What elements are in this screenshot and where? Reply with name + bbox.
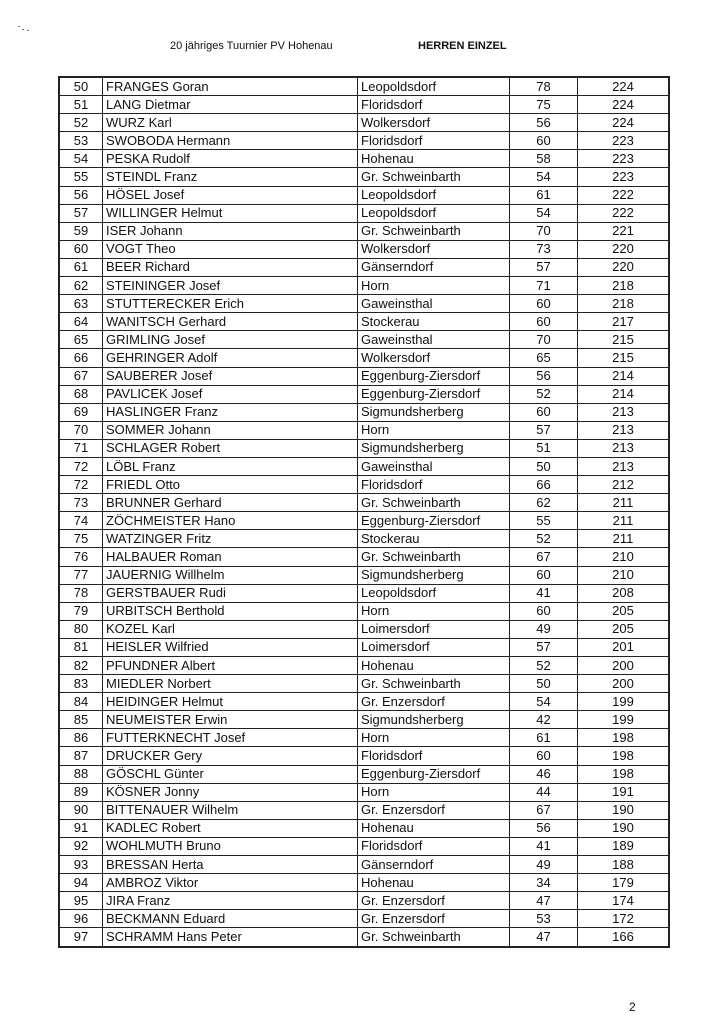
age-cell: 51 xyxy=(510,439,578,457)
rank-cell: 96 xyxy=(59,910,103,928)
rank-cell: 95 xyxy=(59,892,103,910)
score-cell: 224 xyxy=(578,114,670,132)
table-row xyxy=(59,512,669,530)
table-row xyxy=(59,494,669,512)
age-cell: 61 xyxy=(510,186,578,204)
score-cell: 223 xyxy=(578,168,670,186)
age-cell: 47 xyxy=(510,928,578,947)
rank-cell: 74 xyxy=(59,512,103,530)
club-cell: Gr. Schweinbarth xyxy=(358,548,510,566)
table-row xyxy=(59,457,669,475)
player-name-cell: WURZ Karl xyxy=(103,114,358,132)
club-cell: Eggenburg-Ziersdorf xyxy=(358,367,510,385)
table-row xyxy=(59,367,669,385)
score-cell: 213 xyxy=(578,457,670,475)
score-cell: 224 xyxy=(578,77,670,96)
rank-cell: 78 xyxy=(59,584,103,602)
player-name-cell: FUTTERKNECHT Josef xyxy=(103,729,358,747)
player-name-cell: ZÖCHMEISTER Hano xyxy=(103,512,358,530)
player-name-cell: LANG Dietmar xyxy=(103,96,358,114)
age-cell: 47 xyxy=(510,892,578,910)
club-cell: Sigmundsherberg xyxy=(358,403,510,421)
club-cell: Wolkersdorf xyxy=(358,240,510,258)
score-cell: 222 xyxy=(578,204,670,222)
score-cell: 223 xyxy=(578,132,670,150)
age-cell: 58 xyxy=(510,150,578,168)
table-row xyxy=(59,819,669,837)
table-row xyxy=(59,548,669,566)
club-cell: Sigmundsherberg xyxy=(358,439,510,457)
player-name-cell: GÖSCHL Günter xyxy=(103,765,358,783)
player-name-cell: HALBAUER Roman xyxy=(103,548,358,566)
table-row xyxy=(59,584,669,602)
rank-cell: 84 xyxy=(59,693,103,711)
rank-cell: 75 xyxy=(59,530,103,548)
score-cell: 217 xyxy=(578,313,670,331)
rank-cell: 82 xyxy=(59,657,103,675)
score-cell: 208 xyxy=(578,584,670,602)
player-name-cell: LÖBL Franz xyxy=(103,457,358,475)
club-cell: Horn xyxy=(358,602,510,620)
player-name-cell: WOHLMUTH Bruno xyxy=(103,837,358,855)
score-cell: 174 xyxy=(578,892,670,910)
score-cell: 215 xyxy=(578,331,670,349)
age-cell: 56 xyxy=(510,367,578,385)
player-name-cell: PAVLICEK Josef xyxy=(103,385,358,403)
player-name-cell: STEININGER Josef xyxy=(103,277,358,295)
rank-cell: 52 xyxy=(59,114,103,132)
table-row xyxy=(59,530,669,548)
score-cell: 211 xyxy=(578,512,670,530)
club-cell: Sigmundsherberg xyxy=(358,566,510,584)
player-name-cell: STUTTERECKER Erich xyxy=(103,295,358,313)
age-cell: 50 xyxy=(510,457,578,475)
score-cell: 199 xyxy=(578,693,670,711)
score-cell: 222 xyxy=(578,186,670,204)
table-row xyxy=(59,620,669,638)
score-cell: 198 xyxy=(578,747,670,765)
table-row xyxy=(59,783,669,801)
rank-cell: 68 xyxy=(59,385,103,403)
club-cell: Gr. Schweinbarth xyxy=(358,494,510,512)
score-cell: 210 xyxy=(578,566,670,584)
score-cell: 215 xyxy=(578,349,670,367)
player-name-cell: GRIMLING Josef xyxy=(103,331,358,349)
table-row xyxy=(59,240,669,258)
player-name-cell: BRESSAN Herta xyxy=(103,856,358,874)
rank-cell: 64 xyxy=(59,313,103,331)
score-cell: 205 xyxy=(578,620,670,638)
rank-cell: 88 xyxy=(59,765,103,783)
score-cell: 214 xyxy=(578,385,670,403)
rank-cell: 92 xyxy=(59,837,103,855)
player-name-cell: NEUMEISTER Erwin xyxy=(103,711,358,729)
rank-cell: 63 xyxy=(59,295,103,313)
age-cell: 61 xyxy=(510,729,578,747)
age-cell: 60 xyxy=(510,602,578,620)
player-name-cell: DRUCKER Gery xyxy=(103,747,358,765)
club-cell: Eggenburg-Ziersdorf xyxy=(358,765,510,783)
score-cell: 179 xyxy=(578,874,670,892)
player-name-cell: BECKMANN Eduard xyxy=(103,910,358,928)
rank-cell: 55 xyxy=(59,168,103,186)
player-name-cell: HEISLER Wilfried xyxy=(103,638,358,656)
player-name-cell: BITTENAUER Wilhelm xyxy=(103,801,358,819)
score-cell: 199 xyxy=(578,711,670,729)
club-cell: Horn xyxy=(358,729,510,747)
player-name-cell: HASLINGER Franz xyxy=(103,403,358,421)
player-name-cell: SWOBODA Hermann xyxy=(103,132,358,150)
club-cell: Gänserndorf xyxy=(358,258,510,276)
score-cell: 200 xyxy=(578,675,670,693)
player-name-cell: GERSTBAUER Rudi xyxy=(103,584,358,602)
age-cell: 57 xyxy=(510,638,578,656)
club-cell: Gänserndorf xyxy=(358,856,510,874)
age-cell: 41 xyxy=(510,584,578,602)
rank-cell: 90 xyxy=(59,801,103,819)
club-cell: Gr. Schweinbarth xyxy=(358,168,510,186)
table-row xyxy=(59,295,669,313)
club-cell: Gr. Schweinbarth xyxy=(358,675,510,693)
club-cell: Gaweinsthal xyxy=(358,331,510,349)
age-cell: 73 xyxy=(510,240,578,258)
rank-cell: 51 xyxy=(59,96,103,114)
club-cell: Gr. Enzersdorf xyxy=(358,693,510,711)
age-cell: 41 xyxy=(510,837,578,855)
club-cell: Leopoldsdorf xyxy=(358,186,510,204)
rank-cell: 93 xyxy=(59,856,103,874)
player-name-cell: PFUNDNER Albert xyxy=(103,657,358,675)
player-name-cell: STEINDL Franz xyxy=(103,168,358,186)
player-name-cell: JIRA Franz xyxy=(103,892,358,910)
table-row xyxy=(59,385,669,403)
age-cell: 54 xyxy=(510,204,578,222)
club-cell: Hohenau xyxy=(358,819,510,837)
table-row xyxy=(59,132,669,150)
age-cell: 62 xyxy=(510,494,578,512)
player-name-cell: FRIEDL Otto xyxy=(103,476,358,494)
rank-cell: 61 xyxy=(59,258,103,276)
age-cell: 56 xyxy=(510,819,578,837)
club-cell: Stockerau xyxy=(358,530,510,548)
page-header xyxy=(0,40,724,56)
club-cell: Gr. Schweinbarth xyxy=(358,928,510,947)
table-row xyxy=(59,837,669,855)
club-cell: Loimersdorf xyxy=(358,638,510,656)
club-cell: Horn xyxy=(358,783,510,801)
player-name-cell: SOMMER Johann xyxy=(103,421,358,439)
table-row xyxy=(59,657,669,675)
rank-cell: 65 xyxy=(59,331,103,349)
player-name-cell: FRANGES Goran xyxy=(103,77,358,96)
club-cell: Leopoldsdorf xyxy=(358,204,510,222)
player-name-cell: MIEDLER Norbert xyxy=(103,675,358,693)
score-cell: 213 xyxy=(578,439,670,457)
age-cell: 53 xyxy=(510,910,578,928)
age-cell: 60 xyxy=(510,132,578,150)
player-name-cell: HEIDINGER Helmut xyxy=(103,693,358,711)
score-cell: 201 xyxy=(578,638,670,656)
score-cell: 189 xyxy=(578,837,670,855)
club-cell: Floridsdorf xyxy=(358,96,510,114)
club-cell: Wolkersdorf xyxy=(358,349,510,367)
player-name-cell: PESKA Rudolf xyxy=(103,150,358,168)
scan-speck-mark xyxy=(18,24,32,32)
age-cell: 34 xyxy=(510,874,578,892)
table-row xyxy=(59,168,669,186)
club-cell: Gr. Enzersdorf xyxy=(358,801,510,819)
player-name-cell: SCHRAMM Hans Peter xyxy=(103,928,358,947)
table-row xyxy=(59,476,669,494)
score-cell: 190 xyxy=(578,801,670,819)
club-cell: Floridsdorf xyxy=(358,747,510,765)
rank-cell: 69 xyxy=(59,403,103,421)
club-cell: Gr. Schweinbarth xyxy=(358,222,510,240)
club-cell: Eggenburg-Ziersdorf xyxy=(358,512,510,530)
score-cell: 214 xyxy=(578,367,670,385)
table-row xyxy=(59,331,669,349)
club-cell: Floridsdorf xyxy=(358,476,510,494)
rank-cell: 59 xyxy=(59,222,103,240)
rank-cell: 77 xyxy=(59,566,103,584)
rank-cell: 97 xyxy=(59,928,103,947)
club-cell: Leopoldsdorf xyxy=(358,77,510,96)
table-row xyxy=(59,856,669,874)
table-row xyxy=(59,910,669,928)
table-row xyxy=(59,801,669,819)
table-row xyxy=(59,892,669,910)
table-row xyxy=(59,96,669,114)
age-cell: 60 xyxy=(510,747,578,765)
score-cell: 200 xyxy=(578,657,670,675)
rank-cell: 60 xyxy=(59,240,103,258)
player-name-cell: BRUNNER Gerhard xyxy=(103,494,358,512)
table-row xyxy=(59,675,669,693)
club-cell: Hohenau xyxy=(358,150,510,168)
category-title: HERREN EINZEL xyxy=(418,40,507,52)
score-cell: 223 xyxy=(578,150,670,168)
rank-cell: 85 xyxy=(59,711,103,729)
player-name-cell: HÖSEL Josef xyxy=(103,186,358,204)
table-row xyxy=(59,204,669,222)
club-cell: Horn xyxy=(358,421,510,439)
club-cell: Gaweinsthal xyxy=(358,295,510,313)
rank-cell: 70 xyxy=(59,421,103,439)
table-row xyxy=(59,874,669,892)
club-cell: Wolkersdorf xyxy=(358,114,510,132)
rank-cell: 91 xyxy=(59,819,103,837)
score-cell: 190 xyxy=(578,819,670,837)
club-cell: Eggenburg-Ziersdorf xyxy=(358,385,510,403)
score-cell: 224 xyxy=(578,96,670,114)
club-cell: Hohenau xyxy=(358,874,510,892)
age-cell: 50 xyxy=(510,675,578,693)
player-name-cell: WATZINGER Fritz xyxy=(103,530,358,548)
page-number: 2 xyxy=(629,1000,636,1014)
age-cell: 71 xyxy=(510,277,578,295)
age-cell: 60 xyxy=(510,403,578,421)
score-cell: 188 xyxy=(578,856,670,874)
score-cell: 213 xyxy=(578,421,670,439)
age-cell: 56 xyxy=(510,114,578,132)
score-cell: 166 xyxy=(578,928,670,947)
age-cell: 44 xyxy=(510,783,578,801)
table-row xyxy=(59,638,669,656)
table-row xyxy=(59,403,669,421)
age-cell: 78 xyxy=(510,77,578,96)
results-table xyxy=(58,76,670,948)
club-cell: Sigmundsherberg xyxy=(358,711,510,729)
age-cell: 54 xyxy=(510,168,578,186)
table-row xyxy=(59,349,669,367)
club-cell: Floridsdorf xyxy=(358,837,510,855)
table-row xyxy=(59,439,669,457)
player-name-cell: KADLEC Robert xyxy=(103,819,358,837)
table-row xyxy=(59,150,669,168)
age-cell: 70 xyxy=(510,222,578,240)
rank-cell: 80 xyxy=(59,620,103,638)
club-cell: Stockerau xyxy=(358,313,510,331)
player-name-cell: WANITSCH Gerhard xyxy=(103,313,358,331)
age-cell: 67 xyxy=(510,801,578,819)
player-name-cell: GEHRINGER Adolf xyxy=(103,349,358,367)
score-cell: 218 xyxy=(578,277,670,295)
tournament-title: 20 jähriges Tuurnier PV Hohenau xyxy=(170,40,333,52)
age-cell: 65 xyxy=(510,349,578,367)
club-cell: Gaweinsthal xyxy=(358,457,510,475)
score-cell: 172 xyxy=(578,910,670,928)
rank-cell: 57 xyxy=(59,204,103,222)
table-row xyxy=(59,258,669,276)
score-cell: 221 xyxy=(578,222,670,240)
rank-cell: 76 xyxy=(59,548,103,566)
age-cell: 70 xyxy=(510,331,578,349)
club-cell: Hohenau xyxy=(358,657,510,675)
age-cell: 60 xyxy=(510,313,578,331)
rank-cell: 72 xyxy=(59,457,103,475)
rank-cell: 71 xyxy=(59,439,103,457)
age-cell: 52 xyxy=(510,530,578,548)
table-row xyxy=(59,602,669,620)
rank-cell: 86 xyxy=(59,729,103,747)
table-row xyxy=(59,277,669,295)
rank-cell: 50 xyxy=(59,77,103,96)
player-name-cell: ISER Johann xyxy=(103,222,358,240)
table-row xyxy=(59,186,669,204)
table-row xyxy=(59,313,669,331)
club-cell: Gr. Enzersdorf xyxy=(358,892,510,910)
rank-cell: 56 xyxy=(59,186,103,204)
table-row xyxy=(59,693,669,711)
rank-cell: 87 xyxy=(59,747,103,765)
rank-cell: 54 xyxy=(59,150,103,168)
player-name-cell: KOZEL Karl xyxy=(103,620,358,638)
table-row xyxy=(59,421,669,439)
player-name-cell: URBITSCH Berthold xyxy=(103,602,358,620)
player-name-cell: SAUBERER Josef xyxy=(103,367,358,385)
age-cell: 49 xyxy=(510,856,578,874)
age-cell: 57 xyxy=(510,421,578,439)
age-cell: 42 xyxy=(510,711,578,729)
club-cell: Loimersdorf xyxy=(358,620,510,638)
rank-cell: 89 xyxy=(59,783,103,801)
score-cell: 198 xyxy=(578,765,670,783)
rank-cell: 94 xyxy=(59,874,103,892)
player-name-cell: BEER Richard xyxy=(103,258,358,276)
score-cell: 205 xyxy=(578,602,670,620)
table-row xyxy=(59,77,669,96)
rank-cell: 66 xyxy=(59,349,103,367)
club-cell: Leopoldsdorf xyxy=(358,584,510,602)
score-cell: 191 xyxy=(578,783,670,801)
score-cell: 211 xyxy=(578,530,670,548)
rank-cell: 67 xyxy=(59,367,103,385)
score-cell: 211 xyxy=(578,494,670,512)
table-row xyxy=(59,114,669,132)
club-cell: Gr. Enzersdorf xyxy=(358,910,510,928)
table-row xyxy=(59,566,669,584)
rank-cell: 72 xyxy=(59,476,103,494)
player-name-cell: WILLINGER Helmut xyxy=(103,204,358,222)
table-row xyxy=(59,928,669,947)
rank-cell: 53 xyxy=(59,132,103,150)
player-name-cell: AMBROZ Viktor xyxy=(103,874,358,892)
club-cell: Floridsdorf xyxy=(358,132,510,150)
score-cell: 210 xyxy=(578,548,670,566)
score-cell: 213 xyxy=(578,403,670,421)
rank-cell: 83 xyxy=(59,675,103,693)
age-cell: 52 xyxy=(510,657,578,675)
age-cell: 55 xyxy=(510,512,578,530)
age-cell: 60 xyxy=(510,566,578,584)
age-cell: 60 xyxy=(510,295,578,313)
age-cell: 75 xyxy=(510,96,578,114)
rank-cell: 62 xyxy=(59,277,103,295)
player-name-cell: JAUERNIG Willhelm xyxy=(103,566,358,584)
table-row xyxy=(59,711,669,729)
rank-cell: 81 xyxy=(59,638,103,656)
score-cell: 220 xyxy=(578,240,670,258)
results-table-body xyxy=(59,77,669,947)
age-cell: 46 xyxy=(510,765,578,783)
player-name-cell: VOGT Theo xyxy=(103,240,358,258)
rank-cell: 79 xyxy=(59,602,103,620)
score-cell: 198 xyxy=(578,729,670,747)
player-name-cell: SCHLAGER Robert xyxy=(103,439,358,457)
score-cell: 212 xyxy=(578,476,670,494)
age-cell: 66 xyxy=(510,476,578,494)
player-name-cell: KÖSNER Jonny xyxy=(103,783,358,801)
table-row xyxy=(59,747,669,765)
age-cell: 67 xyxy=(510,548,578,566)
age-cell: 54 xyxy=(510,693,578,711)
age-cell: 57 xyxy=(510,258,578,276)
score-cell: 220 xyxy=(578,258,670,276)
table-row xyxy=(59,765,669,783)
table-row xyxy=(59,729,669,747)
age-cell: 49 xyxy=(510,620,578,638)
score-cell: 218 xyxy=(578,295,670,313)
club-cell: Horn xyxy=(358,277,510,295)
age-cell: 52 xyxy=(510,385,578,403)
table-row xyxy=(59,222,669,240)
rank-cell: 73 xyxy=(59,494,103,512)
